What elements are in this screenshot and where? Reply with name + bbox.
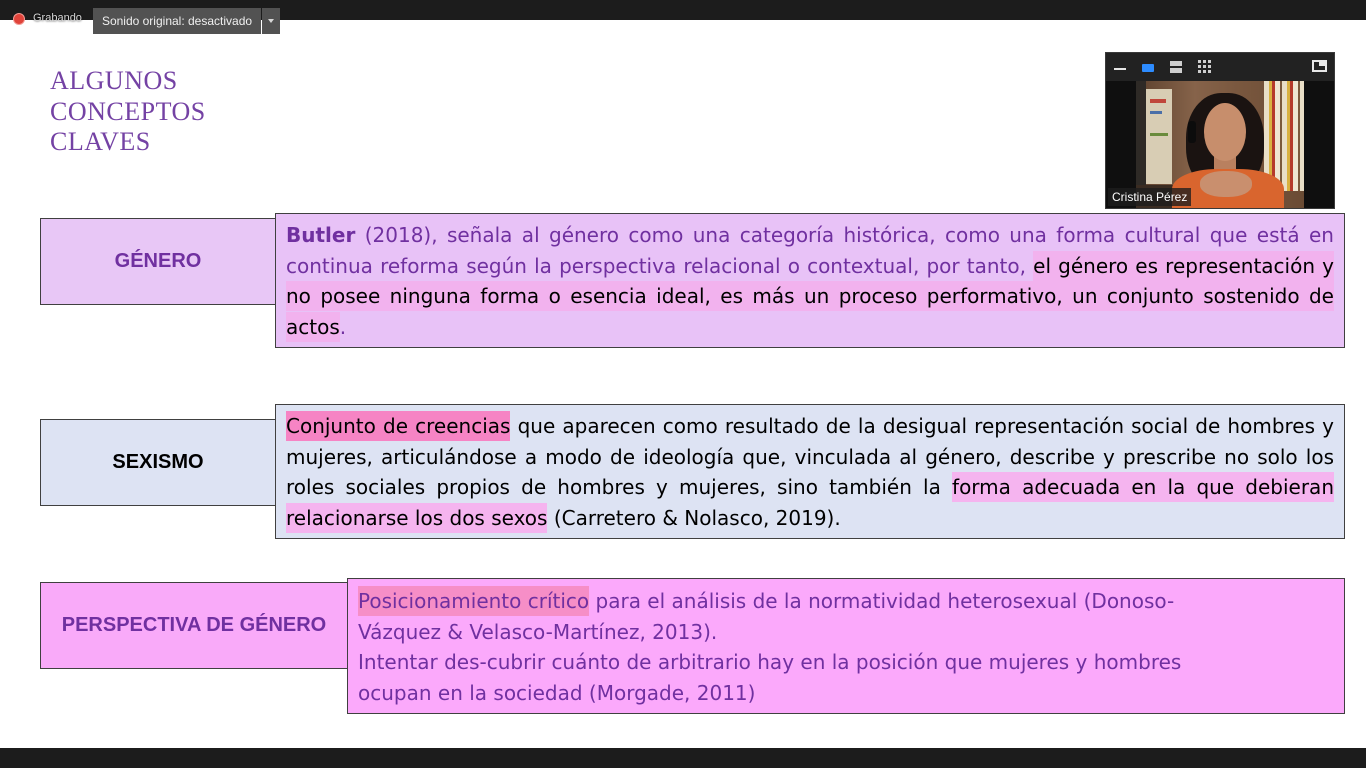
definition-paragraph: [286, 220, 1334, 342]
speaker-view-icon[interactable]: [1142, 64, 1154, 72]
definition-end: .: [339, 314, 347, 339]
poster-mark: [1150, 111, 1162, 114]
floating-video-panel[interactable]: [1106, 53, 1334, 208]
definition-text: para el análisis de la normatividad heterosexual (Donoso-Vázquez & Velasco-Martínez, 2013).: [358, 589, 1175, 644]
definition-highlight: el género es representación y no posee ninguna forma o esencia ideal, es más un proceso performativo, un conjunto sostenido de actos: [286, 251, 1334, 342]
gallery-view-icon[interactable]: [1198, 60, 1211, 73]
definition-highlight-start: Conjunto de creencias: [286, 411, 510, 441]
chevron-down-icon: [268, 19, 274, 23]
concept-label-text: PERSPECTIVA DE GÉNERO: [61, 614, 327, 636]
concept-label-text: GÉNERO: [114, 250, 202, 272]
exit-minimized-icon-block: [1319, 62, 1325, 66]
concept-label-perspectiva-de-genero: [40, 582, 348, 669]
gallery-view-icon-cell: [1203, 70, 1206, 73]
poster-mark: [1150, 133, 1168, 136]
gallery-view-icon-cell: [1208, 60, 1211, 63]
definition-paragraph: [286, 411, 1334, 533]
concept-label-genero: [40, 218, 276, 305]
concept-label-sexismo: [40, 419, 276, 506]
exit-minimized-icon[interactable]: [1312, 60, 1327, 72]
gallery-view-icon-cell: [1198, 65, 1201, 68]
concept-definition-perspectiva-de-genero: [347, 578, 1345, 714]
recording-label: Grabando: [33, 12, 82, 24]
participant-headset: [1188, 121, 1196, 143]
definition-highlight-end: forma adecuada en la que debieran relacionarse los dos sexos: [286, 472, 1334, 533]
definition-citation: (Carretero & Nolasco, 2019).: [547, 505, 841, 530]
video-background-poster: [1146, 89, 1172, 184]
gallery-view-icon-cell: [1198, 70, 1201, 73]
strip-view-icon-bar: [1170, 61, 1182, 66]
definition-text: que aparecen como resultado de la desigual representación social de hombres y mujeres, articulándose a modo de ideología que, vinculada al género, describe y prescribe no solo los roles sociales propios de hombres y mujeres, sino también la: [286, 414, 1335, 499]
participant-video: [1106, 81, 1334, 208]
concept-label-text: SEXISMO: [112, 451, 204, 473]
concept-definition-genero: [275, 213, 1345, 348]
meeting-bottom-bar: [0, 748, 1366, 768]
participant-hands: [1200, 171, 1252, 197]
gallery-view-icon-cell: [1208, 70, 1211, 73]
definition-paragraph: [358, 586, 1238, 647]
definition-second-paragraph: Intentar des-cubrir cuánto de arbitrario hay en la posición que mujeres y hombres ocupan en la sociedad (Morgade, 2011): [358, 650, 1182, 705]
original-sound-button[interactable]: Sonido original: desactivado: [93, 8, 261, 34]
poster-mark: [1150, 99, 1166, 103]
strip-view-icon[interactable]: [1170, 61, 1182, 73]
gallery-view-icon-cell: [1203, 65, 1206, 68]
definition-highlight: Posicionamiento crítico: [358, 586, 589, 616]
participant-face: [1204, 103, 1246, 161]
gallery-view-icon-cell: [1208, 65, 1211, 68]
participant-name-label: Cristina Pérez: [1108, 188, 1191, 206]
slide-title: ALGUNOS CONCEPTOS CLAVES: [50, 66, 206, 156]
minimize-icon[interactable]: [1114, 68, 1126, 70]
gallery-view-icon-cell: [1203, 60, 1206, 63]
concept-definition-sexismo: [275, 404, 1345, 539]
strip-view-icon-bar: [1170, 68, 1182, 73]
recording-icon: [14, 14, 24, 24]
definition-text: (2018), señala al género como una categoría histórica, como una forma cultural que está en continua reforma según la perspectiva relacional o contextual, por tanto,: [286, 223, 1334, 278]
video-panel-toolbar: [1106, 53, 1334, 81]
definition-author: Butler: [286, 223, 356, 247]
gallery-view-icon-cell: [1198, 60, 1201, 63]
original-sound-menu-button[interactable]: [262, 8, 280, 34]
